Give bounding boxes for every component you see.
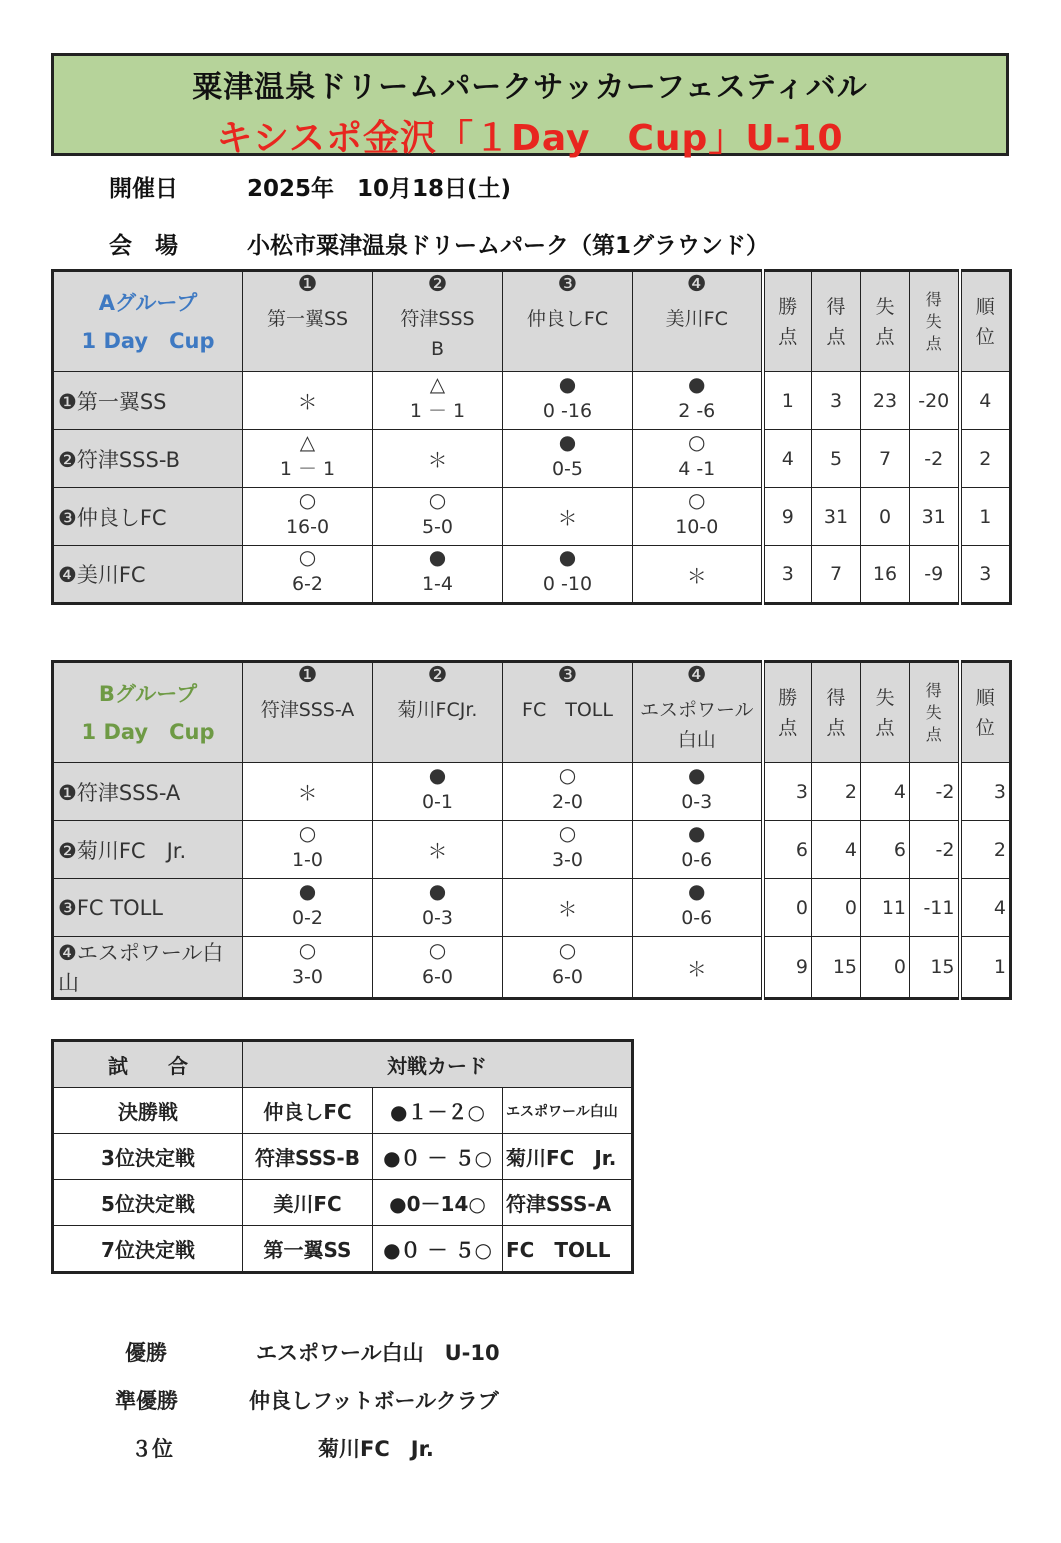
stat-value: -2	[910, 821, 960, 879]
match-cell	[503, 937, 633, 999]
loss-icon: ●	[428, 878, 447, 903]
match-cell	[243, 879, 373, 937]
group-b-header-row	[53, 662, 1011, 763]
runner-up-label: 準優勝	[115, 1389, 178, 1413]
stat-header-char: 点	[826, 716, 846, 739]
loss-icon: ●	[688, 878, 706, 903]
card-header: 対戦カード	[243, 1041, 633, 1088]
match-score: 6-0	[551, 966, 584, 988]
stat-header	[812, 271, 861, 372]
team-column-name: エスポワール	[639, 699, 754, 721]
team-number-icon: ❸	[557, 272, 578, 297]
match-cell	[373, 937, 503, 999]
win-icon: ○	[558, 938, 577, 962]
match-score: 10-0	[675, 515, 719, 538]
stat-header-char: 点	[826, 325, 846, 348]
match-score: ●０ － ５○	[373, 1134, 503, 1180]
match-name: 3位決定戦	[53, 1134, 243, 1180]
match-score: 1-0	[291, 848, 324, 871]
match-score: 4 -1	[678, 457, 716, 480]
stat-header-char: 順	[975, 295, 995, 318]
match-cell	[373, 763, 503, 821]
row-team-name: ❶第一翼SS	[53, 372, 243, 430]
loss-icon: ●	[298, 878, 317, 903]
team-column-name-line2: B	[430, 338, 445, 360]
date-value: 2025年 10月18日(土)	[247, 176, 512, 202]
loss-icon: ●	[558, 429, 577, 454]
match-row	[53, 1134, 633, 1180]
runner-up-team: 仲良しフットボールクラブ	[249, 1389, 499, 1413]
stat-header	[861, 662, 910, 763]
stat-header-char: 得	[826, 295, 846, 318]
team-number-icon: ❹	[686, 272, 707, 297]
stat-header-char: 点	[925, 724, 942, 744]
stat-value: 5	[812, 430, 861, 488]
team-number-icon: ❷	[427, 663, 448, 688]
stat-header	[763, 662, 812, 763]
group-name: Aグループ	[98, 290, 198, 315]
stat-header-char: 失	[875, 295, 895, 318]
match-team1: 第一翼SS	[243, 1226, 373, 1273]
row-team-name: ❹エスポワール白山	[53, 937, 243, 999]
group-b-table	[51, 660, 1012, 1000]
group-a-row	[53, 546, 1011, 604]
stat-value: 4	[763, 430, 812, 488]
match-cell	[503, 821, 633, 879]
stat-header-char: 点	[875, 325, 895, 348]
team-number-icon: ❷	[427, 272, 448, 297]
win-icon: ○	[428, 487, 447, 512]
stat-value: 2	[960, 430, 1011, 488]
row-team-name: ❷符津SSS-B	[53, 430, 243, 488]
team-column-name: 美川FC	[665, 308, 728, 330]
match-cell	[633, 546, 763, 604]
match-score: 0-3	[421, 906, 454, 929]
match-cell	[633, 763, 763, 821]
champion-team: エスポワール白山 U-10	[256, 1341, 500, 1365]
match-score: 0-2	[291, 906, 324, 929]
match-cell	[243, 546, 373, 604]
stat-value: 15	[910, 937, 960, 999]
self-match-mark: ＊	[297, 781, 318, 805]
match-score: 6-2	[291, 573, 324, 595]
group-a-header-row	[53, 271, 1011, 372]
match-row	[53, 1180, 633, 1226]
stat-header	[960, 271, 1011, 372]
stat-value: 3	[812, 372, 861, 430]
match-name: 7位決定戦	[53, 1226, 243, 1273]
stat-value: 4	[960, 372, 1011, 430]
title-banner	[51, 53, 1009, 159]
team-number-icon: ❶	[297, 663, 318, 688]
match-score: 1 － 1	[279, 457, 336, 480]
team-column-header	[633, 662, 763, 763]
match-cell	[633, 430, 763, 488]
match-cell	[503, 488, 633, 546]
match-score: ●０ － ５○	[373, 1226, 503, 1273]
stat-value: 3	[960, 763, 1011, 821]
stat-header	[812, 662, 861, 763]
match-team2: エスポワール白山	[503, 1088, 633, 1134]
match-cell	[503, 430, 633, 488]
loss-icon: ●	[558, 545, 577, 569]
stat-value: 7	[861, 430, 910, 488]
stat-value: 9	[763, 488, 812, 546]
group-a-table	[51, 269, 1012, 605]
stat-value: 4	[861, 763, 910, 821]
event-title: 粟津温泉ドリームパークサッカーフェスティバル	[192, 70, 868, 105]
match-cell	[503, 763, 633, 821]
stat-header-char: 失	[925, 702, 942, 722]
win-icon: ○	[298, 487, 317, 512]
team-column-name: 第一翼SS	[266, 308, 349, 330]
win-icon: ○	[298, 545, 317, 569]
team-column-header	[373, 662, 503, 763]
match-team2: 符津SSS-A	[503, 1180, 633, 1226]
match-score: ●0－14○	[373, 1180, 503, 1226]
match-team2: 菊川FC Jr.	[503, 1134, 633, 1180]
match-cell	[633, 488, 763, 546]
win-icon: ○	[688, 429, 706, 454]
team-column-header	[243, 662, 373, 763]
row-team-name: ❶符津SSS-A	[53, 763, 243, 821]
stat-value: 0	[763, 879, 812, 937]
win-icon: ○	[298, 938, 317, 962]
stat-value: 9	[763, 937, 812, 999]
row-team-name: ❷菊川FC Jr.	[53, 821, 243, 879]
group-b-row	[53, 879, 1011, 937]
loss-icon: ●	[428, 762, 447, 787]
match-cell	[243, 372, 373, 430]
stat-header-char: 点	[778, 325, 798, 348]
match-cell	[243, 488, 373, 546]
group-a-row	[53, 430, 1011, 488]
loss-icon: ●	[558, 371, 577, 396]
stat-header-char: 得	[826, 686, 846, 709]
match-team1: 仲良しFC	[243, 1088, 373, 1134]
stat-value: -20	[910, 372, 960, 430]
match-score: 0-3	[681, 790, 713, 813]
win-icon: ○	[298, 820, 317, 845]
stat-value: 7	[812, 546, 861, 604]
match-score: 1-4	[421, 573, 454, 595]
win-icon: ○	[558, 820, 577, 845]
group-name-cell	[53, 271, 243, 372]
stat-value: 16	[861, 546, 910, 604]
stat-header-char: 点	[778, 716, 798, 739]
team-column-header	[503, 662, 633, 763]
match-table	[51, 1039, 634, 1274]
stat-value: 2	[812, 763, 861, 821]
stat-value: 1	[960, 937, 1011, 999]
third-place-team: 菊川FC Jr.	[318, 1437, 434, 1461]
row-team-name: ❹美川FC	[53, 546, 243, 604]
match-score: 0-5	[551, 457, 584, 480]
stat-header-char: 位	[975, 716, 995, 739]
cup-title: キシスポ金沢「１Day Cup」U-10	[216, 118, 844, 159]
stat-value: 6	[763, 821, 812, 879]
match-cell	[243, 821, 373, 879]
venue-value: 小松市粟津温泉ドリームパーク（第1グラウンド）	[247, 233, 770, 259]
match-cell	[373, 372, 503, 430]
stat-header-char: 勝	[778, 686, 798, 709]
match-team1: 符津SSS-B	[243, 1134, 373, 1180]
stat-value: 1	[960, 488, 1011, 546]
champion-label: 優勝	[125, 1341, 167, 1365]
stat-header-char: 点	[875, 716, 895, 739]
match-cell	[373, 879, 503, 937]
team-column-header	[503, 271, 633, 372]
match-cell	[373, 546, 503, 604]
match-cell	[503, 546, 633, 604]
win-icon: ○	[688, 487, 706, 512]
stat-value: 2	[960, 821, 1011, 879]
draw-icon: △	[299, 429, 316, 454]
self-match-mark: ＊	[557, 506, 578, 530]
win-icon: ○	[428, 938, 447, 962]
stat-header-char: 位	[975, 325, 995, 348]
stat-value: 11	[861, 879, 910, 937]
team-column-header	[633, 271, 763, 372]
match-name: 決勝戦	[53, 1088, 243, 1134]
stat-value: 6	[861, 821, 910, 879]
match-score: 0-1	[421, 790, 454, 813]
match-cell	[503, 372, 633, 430]
match-score: 16-0	[285, 515, 330, 538]
group-a-row	[53, 488, 1011, 546]
stat-header	[960, 662, 1011, 763]
self-match-mark: ＊	[557, 897, 578, 921]
match-score: ●１－２○	[373, 1088, 503, 1134]
draw-icon: △	[429, 371, 446, 396]
team-column-name: 仲良しFC	[526, 308, 609, 330]
group-b-row	[53, 937, 1011, 999]
date-label: 開催日	[109, 176, 178, 202]
group-name: Bグループ	[98, 681, 198, 706]
stat-value: 15	[812, 937, 861, 999]
stat-value: -2	[910, 430, 960, 488]
stat-value: -11	[910, 879, 960, 937]
stat-value: 31	[910, 488, 960, 546]
match-row	[53, 1226, 633, 1273]
stat-header-char: 失	[875, 686, 895, 709]
match-cell	[503, 879, 633, 937]
stat-header	[910, 271, 960, 372]
match-name: 5位決定戦	[53, 1180, 243, 1226]
row-team-name: ❸仲良しFC	[53, 488, 243, 546]
match-cell	[243, 937, 373, 999]
stat-header	[763, 271, 812, 372]
stat-value: 0	[812, 879, 861, 937]
stat-value: -9	[910, 546, 960, 604]
team-number-icon: ❸	[557, 663, 578, 688]
stat-value: 0	[861, 937, 910, 999]
stat-value: 31	[812, 488, 861, 546]
match-cell	[373, 430, 503, 488]
match-cell	[373, 821, 503, 879]
match-team1: 美川FC	[243, 1180, 373, 1226]
team-number-icon: ❹	[686, 663, 707, 688]
team-column-header	[243, 271, 373, 372]
row-team-name: ❸FC TOLL	[53, 879, 243, 937]
group-b-row	[53, 821, 1011, 879]
win-icon: ○	[558, 762, 577, 787]
stat-value: 23	[861, 372, 910, 430]
team-column-name: 菊川FCJr.	[397, 699, 478, 721]
match-cell	[633, 879, 763, 937]
loss-icon: ●	[688, 762, 706, 787]
stat-header-char: 点	[925, 333, 942, 353]
team-column-name-line2: 白山	[677, 729, 716, 751]
group-name-cell	[53, 662, 243, 763]
group-cup-name: 1 Day Cup	[81, 719, 215, 744]
stat-value: 3	[960, 546, 1011, 604]
match-cell	[633, 937, 763, 999]
match-score: 2 -6	[678, 399, 716, 422]
stat-header	[910, 662, 960, 763]
match-cell	[243, 430, 373, 488]
stat-header-char: 順	[975, 686, 995, 709]
stat-header-char: 得	[925, 289, 942, 309]
match-score: 0 -16	[542, 399, 593, 422]
match-cell	[633, 372, 763, 430]
group-b-row	[53, 763, 1011, 821]
match-score: 0-6	[681, 848, 713, 871]
match-score: 5-0	[421, 515, 454, 538]
loss-icon: ●	[428, 545, 447, 569]
match-score: 0 -10	[542, 573, 593, 595]
venue-label: 会 場	[109, 233, 178, 259]
match-team2: FC TOLL	[503, 1226, 633, 1273]
match-cell	[633, 821, 763, 879]
team-column-name: FC TOLL	[522, 699, 613, 721]
team-column-header	[373, 271, 503, 372]
match-cell	[243, 763, 373, 821]
match-row	[53, 1088, 633, 1134]
stat-header-char: 失	[925, 311, 942, 331]
match-score: 3-0	[551, 848, 584, 871]
match-cell	[373, 488, 503, 546]
stat-header-char: 得	[925, 680, 942, 700]
self-match-mark: ＊	[686, 956, 707, 981]
team-number-icon: ❶	[297, 272, 318, 297]
match-score: 3-0	[291, 966, 324, 988]
stat-value: 4	[812, 821, 861, 879]
self-match-mark: ＊	[297, 390, 318, 414]
match-header: 試 合	[53, 1041, 243, 1088]
stat-value: 0	[861, 488, 910, 546]
loss-icon: ●	[688, 371, 706, 396]
match-score: 1 － 1	[409, 399, 466, 422]
stat-value: 1	[763, 372, 812, 430]
stat-header-char: 勝	[778, 295, 798, 318]
match-score: 2-0	[551, 790, 584, 813]
stat-value: 3	[763, 546, 812, 604]
match-score: 0-6	[681, 906, 713, 929]
team-column-name: 符津SSS-A	[260, 699, 355, 721]
match-score: 6-0	[421, 966, 454, 988]
self-match-mark: ＊	[686, 563, 707, 588]
group-cup-name: 1 Day Cup	[81, 328, 215, 353]
self-match-mark: ＊	[427, 448, 448, 472]
self-match-mark: ＊	[427, 839, 448, 863]
stat-value: 4	[960, 879, 1011, 937]
third-place-label: ３位	[131, 1437, 173, 1461]
stat-value: -2	[910, 763, 960, 821]
team-column-name: 符津SSS	[400, 308, 475, 330]
group-a-row	[53, 372, 1011, 430]
loss-icon: ●	[688, 820, 706, 845]
stat-header	[861, 271, 910, 372]
stat-value: 3	[763, 763, 812, 821]
